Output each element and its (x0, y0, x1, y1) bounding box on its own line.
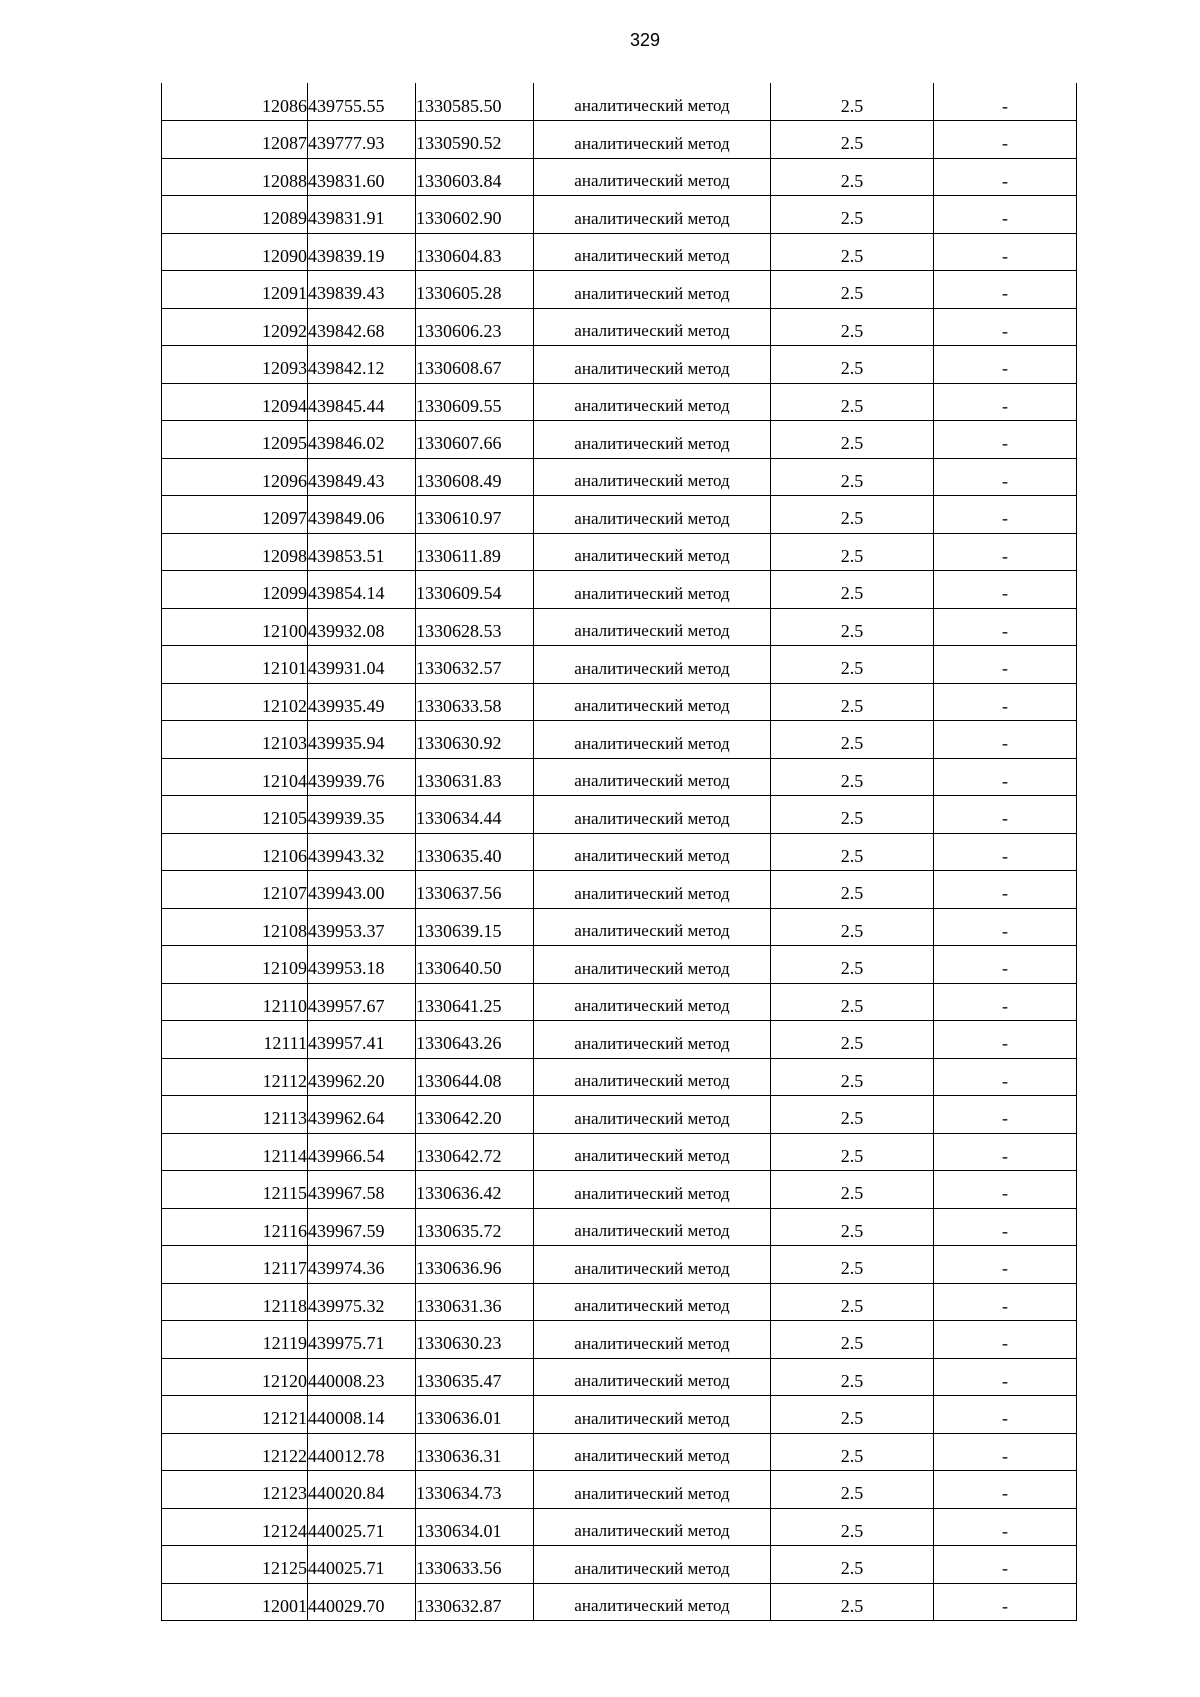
note-cell: - (934, 1471, 1077, 1509)
method-cell: аналитический метод (534, 1021, 771, 1059)
x-coordinate-cell: 439967.58 (308, 1171, 416, 1209)
y-coordinate-cell: 1330636.42 (416, 1171, 534, 1209)
x-coordinate-cell: 439853.51 (308, 533, 416, 571)
table-row (162, 496, 1077, 534)
note-cell: - (934, 421, 1077, 459)
x-coordinate-cell: 439842.12 (308, 346, 416, 384)
table-row (162, 758, 1077, 796)
note-cell: - (934, 721, 1077, 759)
x-coordinate-cell: 439975.32 (308, 1283, 416, 1321)
table-row (162, 1583, 1077, 1621)
x-coordinate-cell: 439943.00 (308, 871, 416, 909)
accuracy-cell: 2.5 (771, 608, 934, 646)
x-coordinate-cell: 440025.71 (308, 1508, 416, 1546)
note-cell: - (934, 833, 1077, 871)
method-cell: аналитический метод (534, 421, 771, 459)
y-coordinate-cell: 1330635.40 (416, 833, 534, 871)
x-coordinate-cell: 439957.41 (308, 1021, 416, 1059)
point-number-cell: 12114 (162, 1133, 308, 1171)
y-coordinate-cell: 1330643.26 (416, 1021, 534, 1059)
note-cell: - (934, 158, 1077, 196)
point-number-cell: 12095 (162, 421, 308, 459)
accuracy-cell: 2.5 (771, 1246, 934, 1284)
x-coordinate-cell: 439839.43 (308, 271, 416, 309)
point-number-cell: 12123 (162, 1471, 308, 1509)
accuracy-cell: 2.5 (771, 1096, 934, 1134)
table-row (162, 158, 1077, 196)
note-cell: - (934, 908, 1077, 946)
table-row (162, 233, 1077, 271)
table-row (162, 571, 1077, 609)
point-number-cell: 12109 (162, 946, 308, 984)
accuracy-cell: 2.5 (771, 721, 934, 759)
x-coordinate-cell: 439842.68 (308, 308, 416, 346)
note-cell: - (934, 983, 1077, 1021)
method-cell: аналитический метод (534, 833, 771, 871)
x-coordinate-cell: 439845.44 (308, 383, 416, 421)
table-row (162, 271, 1077, 309)
point-number-cell: 12101 (162, 646, 308, 684)
method-cell: аналитический метод (534, 571, 771, 609)
y-coordinate-cell: 1330639.15 (416, 908, 534, 946)
method-cell: аналитический метод (534, 1058, 771, 1096)
x-coordinate-cell: 439854.14 (308, 571, 416, 609)
y-coordinate-cell: 1330604.83 (416, 233, 534, 271)
method-cell: аналитический метод (534, 458, 771, 496)
y-coordinate-cell: 1330630.92 (416, 721, 534, 759)
accuracy-cell: 2.5 (771, 1133, 934, 1171)
y-coordinate-cell: 1330603.84 (416, 158, 534, 196)
method-cell: аналитический метод (534, 721, 771, 759)
method-cell: аналитический метод (534, 1096, 771, 1134)
y-coordinate-cell: 1330607.66 (416, 421, 534, 459)
x-coordinate-cell: 440025.71 (308, 1546, 416, 1584)
point-number-cell: 12102 (162, 683, 308, 721)
method-cell: аналитический метод (534, 1246, 771, 1284)
method-cell: аналитический метод (534, 1396, 771, 1434)
table-row (162, 421, 1077, 459)
y-coordinate-cell: 1330609.54 (416, 571, 534, 609)
x-coordinate-cell: 439932.08 (308, 608, 416, 646)
x-coordinate-cell: 439967.59 (308, 1208, 416, 1246)
point-number-cell: 12106 (162, 833, 308, 871)
method-cell: аналитический метод (534, 1133, 771, 1171)
point-number-cell: 12105 (162, 796, 308, 834)
x-coordinate-cell: 439953.18 (308, 946, 416, 984)
x-coordinate-cell: 439935.94 (308, 721, 416, 759)
y-coordinate-cell: 1330641.25 (416, 983, 534, 1021)
table-row (162, 1096, 1077, 1134)
table-row (162, 683, 1077, 721)
note-cell: - (934, 571, 1077, 609)
table-row (162, 1396, 1077, 1434)
accuracy-cell: 2.5 (771, 871, 934, 909)
method-cell: аналитический метод (534, 83, 771, 121)
point-number-cell: 12117 (162, 1246, 308, 1284)
accuracy-cell: 2.5 (771, 83, 934, 121)
y-coordinate-cell: 1330636.31 (416, 1433, 534, 1471)
table-row (162, 308, 1077, 346)
x-coordinate-cell: 439849.06 (308, 496, 416, 534)
table-row (162, 871, 1077, 909)
accuracy-cell: 2.5 (771, 1396, 934, 1434)
accuracy-cell: 2.5 (771, 308, 934, 346)
y-coordinate-cell: 1330611.89 (416, 533, 534, 571)
method-cell: аналитический метод (534, 908, 771, 946)
x-coordinate-cell: 439939.35 (308, 796, 416, 834)
table-row (162, 983, 1077, 1021)
note-cell: - (934, 1021, 1077, 1059)
y-coordinate-cell: 1330632.57 (416, 646, 534, 684)
y-coordinate-cell: 1330642.72 (416, 1133, 534, 1171)
point-number-cell: 12090 (162, 233, 308, 271)
x-coordinate-cell: 440008.14 (308, 1396, 416, 1434)
accuracy-cell: 2.5 (771, 496, 934, 534)
method-cell: аналитический метод (534, 1208, 771, 1246)
note-cell: - (934, 233, 1077, 271)
accuracy-cell: 2.5 (771, 646, 934, 684)
table-row (162, 1433, 1077, 1471)
table-row (162, 1508, 1077, 1546)
point-number-cell: 12112 (162, 1058, 308, 1096)
y-coordinate-cell: 1330640.50 (416, 946, 534, 984)
table-row (162, 1471, 1077, 1509)
point-number-cell: 12100 (162, 608, 308, 646)
method-cell: аналитический метод (534, 196, 771, 234)
accuracy-cell: 2.5 (771, 458, 934, 496)
point-number-cell: 12115 (162, 1171, 308, 1209)
accuracy-cell: 2.5 (771, 346, 934, 384)
method-cell: аналитический метод (534, 608, 771, 646)
accuracy-cell: 2.5 (771, 1058, 934, 1096)
note-cell: - (934, 946, 1077, 984)
point-number-cell: 12087 (162, 121, 308, 159)
method-cell: аналитический метод (534, 1471, 771, 1509)
y-coordinate-cell: 1330608.49 (416, 458, 534, 496)
method-cell: аналитический метод (534, 533, 771, 571)
note-cell: - (934, 1133, 1077, 1171)
note-cell: - (934, 458, 1077, 496)
note-cell: - (934, 383, 1077, 421)
table-row (162, 83, 1077, 121)
note-cell: - (934, 121, 1077, 159)
note-cell: - (934, 308, 1077, 346)
y-coordinate-cell: 1330634.44 (416, 796, 534, 834)
method-cell: аналитический метод (534, 383, 771, 421)
point-number-cell: 12103 (162, 721, 308, 759)
x-coordinate-cell: 440020.84 (308, 1471, 416, 1509)
table-row (162, 196, 1077, 234)
method-cell: аналитический метод (534, 946, 771, 984)
table-row (162, 833, 1077, 871)
note-cell: - (934, 1433, 1077, 1471)
point-number-cell: 12088 (162, 158, 308, 196)
table-row (162, 1283, 1077, 1321)
point-number-cell: 12096 (162, 458, 308, 496)
x-coordinate-cell: 439931.04 (308, 646, 416, 684)
table-row (162, 533, 1077, 571)
y-coordinate-cell: 1330633.58 (416, 683, 534, 721)
accuracy-cell: 2.5 (771, 383, 934, 421)
x-coordinate-cell: 439777.93 (308, 121, 416, 159)
point-number-cell: 12098 (162, 533, 308, 571)
coordinates-table (161, 83, 1077, 1621)
x-coordinate-cell: 439953.37 (308, 908, 416, 946)
accuracy-cell: 2.5 (771, 271, 934, 309)
point-number-cell: 12097 (162, 496, 308, 534)
point-number-cell: 12119 (162, 1321, 308, 1359)
method-cell: аналитический метод (534, 646, 771, 684)
note-cell: - (934, 1583, 1077, 1621)
x-coordinate-cell: 439831.91 (308, 196, 416, 234)
point-number-cell: 12118 (162, 1283, 308, 1321)
accuracy-cell: 2.5 (771, 571, 934, 609)
accuracy-cell: 2.5 (771, 121, 934, 159)
note-cell: - (934, 83, 1077, 121)
x-coordinate-cell: 440008.23 (308, 1358, 416, 1396)
x-coordinate-cell: 439849.43 (308, 458, 416, 496)
table-row (162, 1246, 1077, 1284)
note-cell: - (934, 346, 1077, 384)
point-number-cell: 12108 (162, 908, 308, 946)
x-coordinate-cell: 439974.36 (308, 1246, 416, 1284)
accuracy-cell: 2.5 (771, 233, 934, 271)
note-cell: - (934, 533, 1077, 571)
x-coordinate-cell: 439962.20 (308, 1058, 416, 1096)
y-coordinate-cell: 1330635.47 (416, 1358, 534, 1396)
y-coordinate-cell: 1330585.50 (416, 83, 534, 121)
accuracy-cell: 2.5 (771, 1021, 934, 1059)
point-number-cell: 12001 (162, 1583, 308, 1621)
note-cell: - (934, 1058, 1077, 1096)
table-row (162, 796, 1077, 834)
x-coordinate-cell: 439957.67 (308, 983, 416, 1021)
accuracy-cell: 2.5 (771, 946, 934, 984)
note-cell: - (934, 796, 1077, 834)
y-coordinate-cell: 1330636.96 (416, 1246, 534, 1284)
x-coordinate-cell: 439831.60 (308, 158, 416, 196)
accuracy-cell: 2.5 (771, 1321, 934, 1359)
point-number-cell: 12089 (162, 196, 308, 234)
y-coordinate-cell: 1330630.23 (416, 1321, 534, 1359)
method-cell: аналитический метод (534, 308, 771, 346)
point-number-cell: 12121 (162, 1396, 308, 1434)
table-row (162, 1021, 1077, 1059)
y-coordinate-cell: 1330606.23 (416, 308, 534, 346)
table-row (162, 646, 1077, 684)
point-number-cell: 12086 (162, 83, 308, 121)
accuracy-cell: 2.5 (771, 1508, 934, 1546)
x-coordinate-cell: 440029.70 (308, 1583, 416, 1621)
accuracy-cell: 2.5 (771, 796, 934, 834)
accuracy-cell: 2.5 (771, 1208, 934, 1246)
y-coordinate-cell: 1330605.28 (416, 271, 534, 309)
method-cell: аналитический метод (534, 1283, 771, 1321)
accuracy-cell: 2.5 (771, 533, 934, 571)
note-cell: - (934, 646, 1077, 684)
table-row (162, 721, 1077, 759)
note-cell: - (934, 1396, 1077, 1434)
note-cell: - (934, 1546, 1077, 1584)
x-coordinate-cell: 439839.19 (308, 233, 416, 271)
y-coordinate-cell: 1330628.53 (416, 608, 534, 646)
point-number-cell: 12110 (162, 983, 308, 1021)
accuracy-cell: 2.5 (771, 833, 934, 871)
point-number-cell: 12125 (162, 1546, 308, 1584)
point-number-cell: 12122 (162, 1433, 308, 1471)
accuracy-cell: 2.5 (771, 758, 934, 796)
y-coordinate-cell: 1330610.97 (416, 496, 534, 534)
method-cell: аналитический метод (534, 233, 771, 271)
note-cell: - (934, 1283, 1077, 1321)
note-cell: - (934, 1508, 1077, 1546)
table-row (162, 383, 1077, 421)
accuracy-cell: 2.5 (771, 1433, 934, 1471)
method-cell: аналитический метод (534, 1546, 771, 1584)
x-coordinate-cell: 439755.55 (308, 83, 416, 121)
y-coordinate-cell: 1330636.01 (416, 1396, 534, 1434)
accuracy-cell: 2.5 (771, 1358, 934, 1396)
method-cell: аналитический метод (534, 1508, 771, 1546)
x-coordinate-cell: 439943.32 (308, 833, 416, 871)
method-cell: аналитический метод (534, 496, 771, 534)
method-cell: аналитический метод (534, 683, 771, 721)
method-cell: аналитический метод (534, 1358, 771, 1396)
point-number-cell: 12120 (162, 1358, 308, 1396)
x-coordinate-cell: 439939.76 (308, 758, 416, 796)
table-row (162, 1321, 1077, 1359)
x-coordinate-cell: 440012.78 (308, 1433, 416, 1471)
method-cell: аналитический метод (534, 1321, 771, 1359)
accuracy-cell: 2.5 (771, 983, 934, 1021)
y-coordinate-cell: 1330632.87 (416, 1583, 534, 1621)
accuracy-cell: 2.5 (771, 1583, 934, 1621)
table-row (162, 1358, 1077, 1396)
method-cell: аналитический метод (534, 158, 771, 196)
y-coordinate-cell: 1330644.08 (416, 1058, 534, 1096)
point-number-cell: 12104 (162, 758, 308, 796)
point-number-cell: 12092 (162, 308, 308, 346)
accuracy-cell: 2.5 (771, 196, 934, 234)
note-cell: - (934, 608, 1077, 646)
method-cell: аналитический метод (534, 346, 771, 384)
accuracy-cell: 2.5 (771, 421, 934, 459)
method-cell: аналитический метод (534, 1433, 771, 1471)
table-row (162, 908, 1077, 946)
note-cell: - (934, 1171, 1077, 1209)
table-row (162, 946, 1077, 984)
note-cell: - (934, 1096, 1077, 1134)
note-cell: - (934, 1321, 1077, 1359)
y-coordinate-cell: 1330608.67 (416, 346, 534, 384)
point-number-cell: 12093 (162, 346, 308, 384)
y-coordinate-cell: 1330642.20 (416, 1096, 534, 1134)
point-number-cell: 12113 (162, 1096, 308, 1134)
x-coordinate-cell: 439846.02 (308, 421, 416, 459)
point-number-cell: 12091 (162, 271, 308, 309)
method-cell: аналитический метод (534, 983, 771, 1021)
y-coordinate-cell: 1330590.52 (416, 121, 534, 159)
table-row (162, 1058, 1077, 1096)
table-row (162, 1546, 1077, 1584)
table-row (162, 608, 1077, 646)
note-cell: - (934, 758, 1077, 796)
point-number-cell: 12107 (162, 871, 308, 909)
note-cell: - (934, 1208, 1077, 1246)
table-row (162, 1171, 1077, 1209)
method-cell: аналитический метод (534, 121, 771, 159)
method-cell: аналитический метод (534, 871, 771, 909)
point-number-cell: 12094 (162, 383, 308, 421)
note-cell: - (934, 196, 1077, 234)
x-coordinate-cell: 439962.64 (308, 1096, 416, 1134)
method-cell: аналитический метод (534, 796, 771, 834)
y-coordinate-cell: 1330637.56 (416, 871, 534, 909)
accuracy-cell: 2.5 (771, 1283, 934, 1321)
y-coordinate-cell: 1330631.83 (416, 758, 534, 796)
table-row (162, 121, 1077, 159)
y-coordinate-cell: 1330609.55 (416, 383, 534, 421)
table-row (162, 458, 1077, 496)
y-coordinate-cell: 1330631.36 (416, 1283, 534, 1321)
point-number-cell: 12116 (162, 1208, 308, 1246)
accuracy-cell: 2.5 (771, 908, 934, 946)
x-coordinate-cell: 439966.54 (308, 1133, 416, 1171)
method-cell: аналитический метод (534, 1583, 771, 1621)
coordinates-table-body (162, 83, 1077, 1621)
table-row (162, 1208, 1077, 1246)
y-coordinate-cell: 1330602.90 (416, 196, 534, 234)
accuracy-cell: 2.5 (771, 683, 934, 721)
x-coordinate-cell: 439935.49 (308, 683, 416, 721)
y-coordinate-cell: 1330634.73 (416, 1471, 534, 1509)
point-number-cell: 12099 (162, 571, 308, 609)
table-row (162, 1133, 1077, 1171)
accuracy-cell: 2.5 (771, 1546, 934, 1584)
accuracy-cell: 2.5 (771, 1171, 934, 1209)
note-cell: - (934, 271, 1077, 309)
point-number-cell: 12124 (162, 1508, 308, 1546)
y-coordinate-cell: 1330633.56 (416, 1546, 534, 1584)
table-row (162, 346, 1077, 384)
note-cell: - (934, 683, 1077, 721)
note-cell: - (934, 496, 1077, 534)
method-cell: аналитический метод (534, 758, 771, 796)
method-cell: аналитический метод (534, 271, 771, 309)
method-cell: аналитический метод (534, 1171, 771, 1209)
accuracy-cell: 2.5 (771, 158, 934, 196)
accuracy-cell: 2.5 (771, 1471, 934, 1509)
x-coordinate-cell: 439975.71 (308, 1321, 416, 1359)
note-cell: - (934, 1246, 1077, 1284)
page-number: 329 (629, 30, 661, 50)
y-coordinate-cell: 1330635.72 (416, 1208, 534, 1246)
point-number-cell: 12111 (162, 1021, 308, 1059)
y-coordinate-cell: 1330634.01 (416, 1508, 534, 1546)
note-cell: - (934, 871, 1077, 909)
note-cell: - (934, 1358, 1077, 1396)
